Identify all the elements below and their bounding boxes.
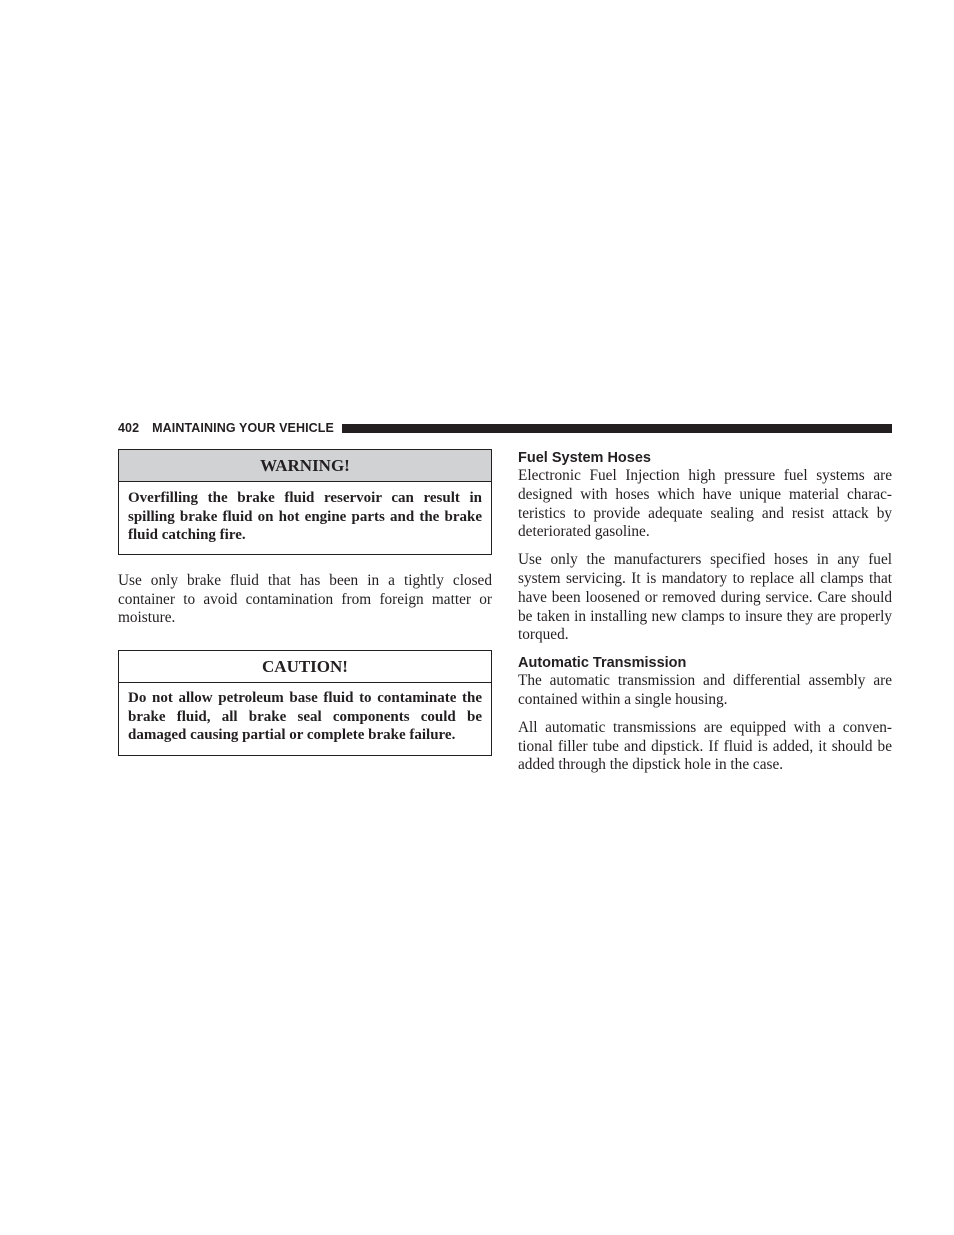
caution-body: Do not allow petroleum base fluid to contaminate the brake fluid, all brake seal components could be damaged causing partial or complete brake failure.	[128, 690, 482, 744]
warning-box	[118, 449, 492, 555]
fuel-paragraph-2: Use only the manufacturers specified hoses in any fuel system servicing. It is mandatory to replace all clamps that have been loosened or removed during service. Care should be taken in installing new clamps to insure they are properly torqued.	[518, 551, 892, 644]
warning-title: WARNING!	[119, 450, 491, 482]
caution-title: CAUTION!	[119, 651, 491, 683]
page-header	[118, 419, 892, 437]
page-number: 402	[118, 421, 140, 435]
right-column	[518, 449, 892, 775]
warning-body: Overfilling the brake fluid reservoir can result in spilling brake fluid on hot engine parts and the brake fluid catching fire.	[128, 490, 482, 544]
automatic-transmission-heading: Automatic Transmission	[518, 655, 687, 672]
header-rule	[342, 424, 892, 433]
section-title: MAINTAINING YOUR VEHICLE	[152, 421, 334, 435]
left-column	[118, 449, 492, 756]
transmission-paragraph-1: The automatic transmission and differential assembly are contained within a single housing.	[518, 672, 892, 708]
fuel-paragraph-1: Electronic Fuel Injection high pressure fuel systems are designed with hoses which have unique material charac-teristics to provide adequate sealing and resist attack by deteriorated gasoline.	[518, 467, 892, 541]
brake-fluid-paragraph: Use only brake fluid that has been in a tightly closed container to avoid contamination from foreign matter or moisture.	[118, 571, 492, 627]
fuel-system-hoses-heading: Fuel System Hoses	[518, 450, 651, 466]
caution-box	[118, 650, 492, 756]
transmission-paragraph-2: All automatic transmissions are equipped with a conven-tional filler tube and dipstick. If fluid is added, it should be added through the dipstick hole in the case.	[518, 718, 892, 774]
